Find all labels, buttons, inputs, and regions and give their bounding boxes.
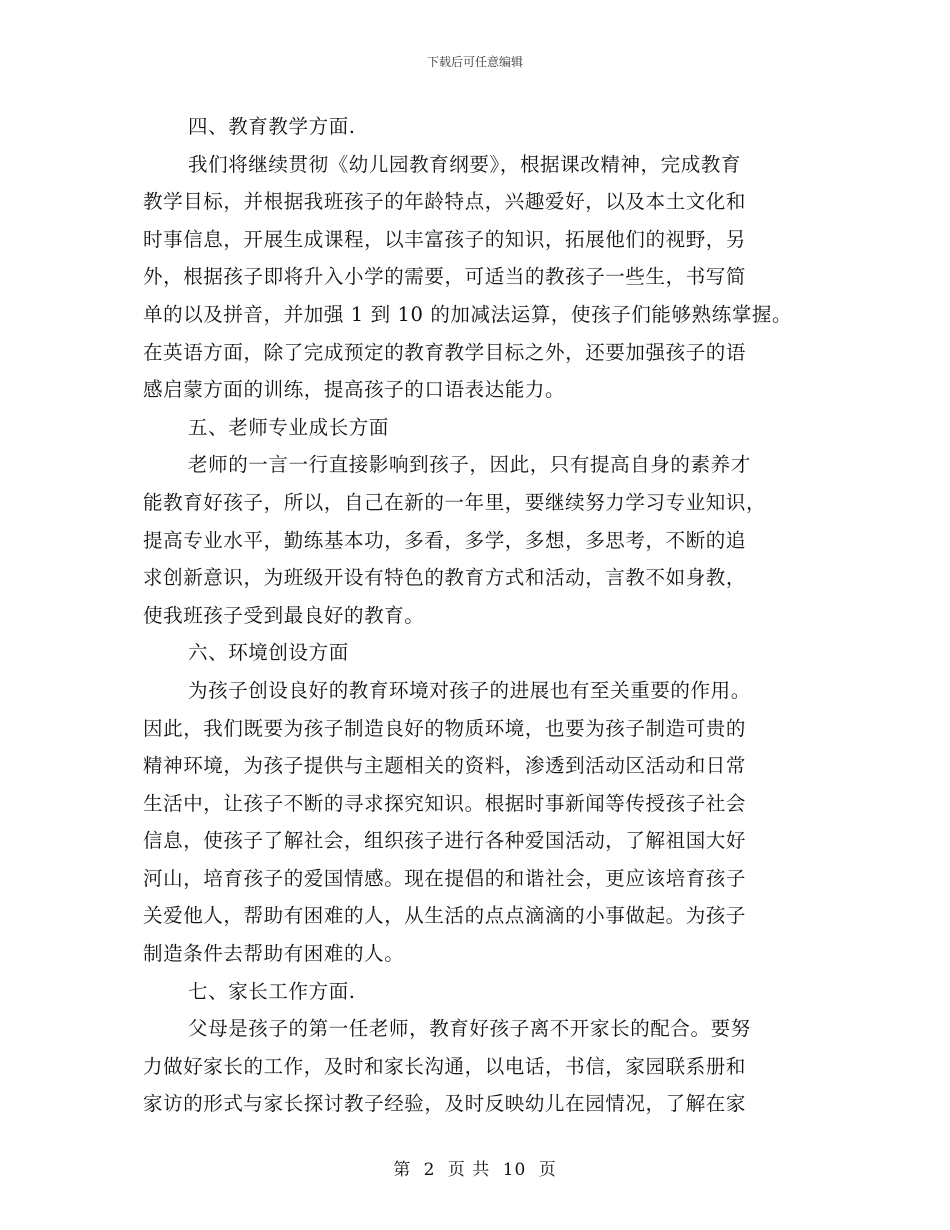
paragraph-line: 力做好家长的工作，及时和家长沟通，以电话，书信，家园联系册和 — [143, 1054, 747, 1078]
paragraph-line: 单的以及拼音，并加强 1 到 10 的加减法运算，使孩子们能够熟练掌握。 — [143, 302, 793, 326]
paragraph-line: 河山，培育孩子的爱国情感。现在提倡的和谐社会，更应该培育孩子 — [143, 866, 747, 890]
paragraph-line: 提高专业水平，勤练基本功，多看，多学，多想，多思考，不断的追 — [143, 528, 747, 552]
paragraph-line: 制造条件去帮助有困难的人。 — [143, 942, 405, 966]
paragraph-line: 在英语方面，除了完成预定的教育教学目标之外，还要加强孩子的语 — [143, 340, 747, 364]
footer-total-pages: 10 — [502, 1160, 527, 1180]
paragraph-line: 信息，使孩子了解社会，组织孩子进行各种爱国活动，了解祖国大好 — [143, 829, 747, 853]
footer-suffix: 页 — [538, 1160, 557, 1180]
paragraph-line: 能教育好孩子，所以，自己在新的一年里，要继续努力学习专业知识， — [143, 490, 767, 514]
section-heading: 七、家长工作方面. — [188, 979, 356, 1003]
paragraph-line: 父母是孩子的第一任老师，教育好孩子离不开家长的配合。要努 — [188, 1017, 751, 1041]
paragraph-line: 因此，我们既要为孩子制造良好的物质环境，也要为孩子制造可贵的 — [143, 716, 747, 740]
paragraph-line: 精神环境，为孩子提供与主题相关的资料，渗透到活动区活动和日常 — [143, 754, 747, 778]
paragraph-line: 生活中，让孩子不断的寻求探究知识。根据时事新闻等传授孩子社会 — [143, 791, 747, 815]
page-header: 下载后可任意编辑 — [426, 55, 523, 69]
section-heading: 四、教育教学方面. — [188, 115, 356, 138]
footer-page-number: 2 — [423, 1160, 436, 1180]
paragraph-line: 使我班孩子受到最良好的教育。 — [143, 603, 425, 627]
paragraph-line: 家访的形式与家长探讨教子经验，及时反映幼儿在园情况，了解在家 — [143, 1092, 747, 1116]
page-footer — [0, 1155, 950, 1180]
paragraph-line: 求创新意识，为班级开设有特色的教育方式和活动，言教不如身教， — [143, 566, 747, 590]
paragraph-line: 外，根据孩子即将升入小学的需要，可适当的教孩子一些生，书写简 — [143, 265, 747, 289]
paragraph-line: 关爱他人，帮助有困难的人，从生活的点点滴滴的小事做起。为孩子 — [143, 904, 747, 928]
footer-prefix: 第 — [393, 1160, 412, 1180]
paragraph-line: 教学目标，并根据我班孩子的年龄特点，兴趣爱好，以及本土文化和 — [143, 190, 747, 214]
paragraph-line: 为孩子创设良好的教育环境对孩子的进展也有至关重要的作用。 — [188, 678, 751, 702]
paragraph-line: 老师的一言一行直接影响到孩子，因此，只有提高自身的素养才 — [188, 453, 751, 477]
paragraph-line: 时事信息，开展生成课程，以丰富孩子的知识，拓展他们的视野，另 — [143, 227, 747, 251]
footer-middle: 页 共 — [447, 1160, 491, 1180]
document-body — [143, 108, 823, 1123]
section-heading: 五、老师专业成长方面 — [188, 415, 390, 439]
section-heading: 六、环境创设方面 — [188, 641, 349, 665]
paragraph-line: 我们将继续贯彻《幼儿园教育纲要》，根据课改精神，完成教育 — [188, 152, 742, 176]
paragraph-line: 感启蒙方面的训练，提高孩子的口语表达能力。 — [143, 378, 566, 402]
